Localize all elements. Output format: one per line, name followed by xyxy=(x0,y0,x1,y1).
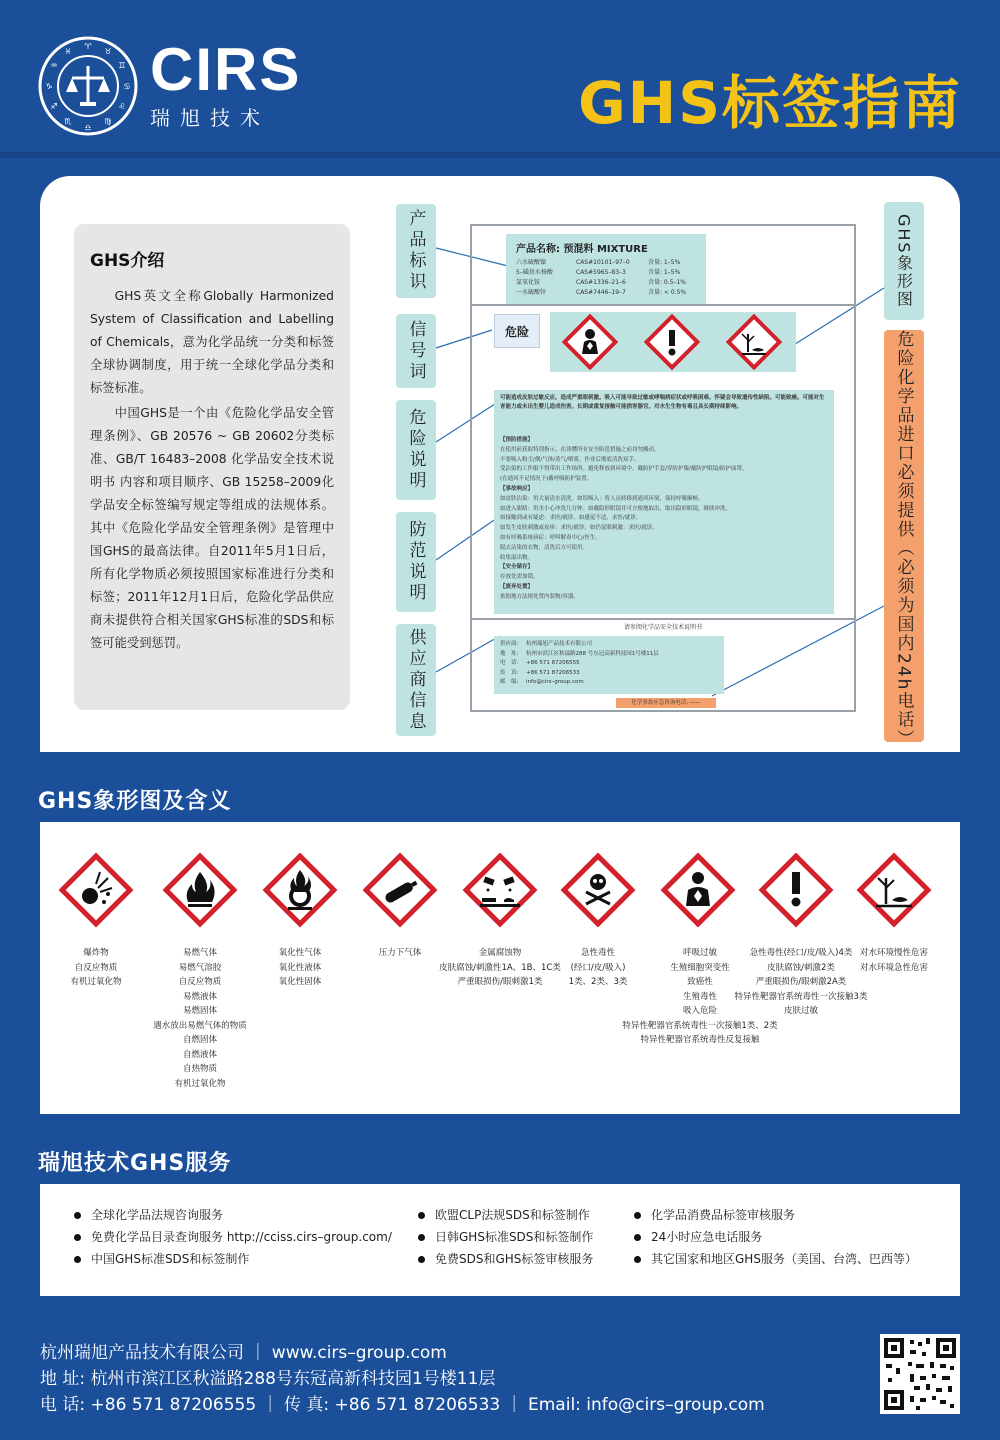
supplier-value: info@cirs–group.com xyxy=(526,679,584,686)
caption-line: 呼吸过敏 xyxy=(682,948,717,958)
header xyxy=(0,0,1000,160)
supplier-key: 供应商: xyxy=(500,641,519,647)
caption-line: 急性毒性(经口/皮/吸入)4类 xyxy=(749,948,853,958)
services-column xyxy=(634,1204,917,1270)
caption-line: 特异性靶器官系统毒性一次接触1类、2类 xyxy=(622,1020,778,1031)
gas-cylinder-icon xyxy=(362,852,438,928)
caption-line: 易燃固体 xyxy=(182,1006,217,1016)
svg-text:♓: ♓ xyxy=(64,47,72,56)
caption-line: 氧化性气体 xyxy=(278,948,322,958)
service-label: 欧盟CLP法规SDS和标签制作 xyxy=(435,1208,590,1222)
svg-text:♋: ♋ xyxy=(123,82,131,91)
hazard-statement-text: 可能造成皮肤过敏反应。造成严重眼刺激。吸入可能导致过敏或哮喘病症状或呼吸困难。怀疑会导致遗传性缺陷。可能致癌。可能对生育能力或未出生婴儿造成伤害。长期或重复接触可能损害器官。对水生生物有毒且具长期持续影响。 xyxy=(494,390,834,442)
supplier-value: +86 571 87206533 xyxy=(526,669,580,676)
page-title: GHS标签指南 xyxy=(578,69,962,137)
precaution-line: 如进入眼睛：用水小心冲洗几分钟。如戴隐形眼镜并可方便地取出，取出隐形眼镜。继续冲洗。 xyxy=(500,505,732,512)
supplier-value: 杭州瑞旭产品技术有限公司 xyxy=(526,641,593,647)
precaution-line: 如有呼吸系统病症：呼叫解毒中心/医生。 xyxy=(500,534,601,541)
precaution-line: 如发生皮肤刺激或皮疹：求医/就诊。如仍觉眼刺激：求医/就诊。 xyxy=(500,525,658,532)
caption-line: 自反应物质 xyxy=(74,962,118,973)
bullet-icon xyxy=(74,1234,81,1241)
company-logo xyxy=(150,36,302,131)
service-label: 全球化学品法规咨询服务 xyxy=(91,1208,224,1222)
signal-word: 危险 xyxy=(494,314,540,348)
supplier-value: +86 571 87206555 xyxy=(526,660,580,667)
pictogram-caption xyxy=(46,946,146,990)
supplier-key: 电 话: xyxy=(500,660,519,667)
services-heading: 瑞旭技术GHS服务 xyxy=(38,1151,232,1176)
caption-line: (经口/皮/吸入) xyxy=(570,962,626,973)
service-label: 免费SDS和GHS标签审核服务 xyxy=(435,1252,594,1266)
service-item xyxy=(74,1248,392,1270)
precaution-line: 如接触到或有疑虑：求医/就诊。如感觉不适，求医/就诊。 xyxy=(500,515,642,522)
exclamation-mark-icon xyxy=(758,852,834,928)
tag-signal-word: 信号词 xyxy=(396,314,436,388)
svg-text:♉: ♉ xyxy=(104,47,112,56)
precautionary-statements xyxy=(494,432,834,614)
caption-line: 压力下气体 xyxy=(378,948,422,958)
supplier-row xyxy=(500,669,718,679)
service-item xyxy=(634,1248,917,1270)
bullet-icon xyxy=(634,1256,641,1263)
tag-hazard-statement: 危险说明 xyxy=(396,400,436,500)
precaution-line: 收集溢出物。 xyxy=(500,554,534,561)
logo-wordmark: CIRS xyxy=(150,36,302,103)
ingredient-name: 5–磺基水杨酸 xyxy=(516,269,553,276)
precaution-line: 受沾染的工作服不得带出工作场所。避免释放到环境中。戴防护手套/穿防护服/戴防护眼镜/防护面罩。 xyxy=(500,466,748,473)
tag-supplier-info: 供应商信息 xyxy=(396,624,436,736)
precaution-line: 在使用前获取特别指示。在读懂所有安全防范措施之前切勿搬动。 xyxy=(500,446,660,453)
caption-line: 皮肤过敏 xyxy=(783,1006,818,1016)
logo-chinese-name: 瑞旭技术 xyxy=(150,106,270,130)
sample-label xyxy=(470,224,856,712)
services-panel xyxy=(40,1184,960,1296)
svg-text:♑: ♑ xyxy=(45,82,53,91)
ingredient-content: 含量: 1–5% xyxy=(648,259,681,266)
pictogram-caption xyxy=(844,946,944,975)
ingredient-row xyxy=(516,288,696,298)
precaution-line: 依据地方法规处置内装物/容器。 xyxy=(500,593,579,600)
caption-line: 对水环境急性危害 xyxy=(859,962,928,973)
exclamation-mark-icon xyxy=(644,314,700,370)
supplier-key: 传 真: xyxy=(500,669,519,676)
label-guide-panel xyxy=(40,176,960,752)
ingredient-cas: CAS#7446–19–7 xyxy=(576,289,626,296)
svg-text:♐: ♐ xyxy=(50,102,58,111)
ingredient-row xyxy=(516,278,696,288)
service-item xyxy=(634,1204,917,1226)
bullet-icon xyxy=(74,1256,81,1263)
precaution-heading: 【安全储存】 xyxy=(500,564,534,571)
precaution-heading: 【事故响应】 xyxy=(500,485,534,492)
tag-emergency-phone: 危险化学品进口必须提供（必须为国内24h电话） xyxy=(884,330,924,742)
label-divider xyxy=(472,304,854,306)
caption-line: 生殖细胞突变性 xyxy=(670,962,730,973)
service-item xyxy=(634,1226,917,1248)
ingredient-content: 含量: 1–5% xyxy=(648,269,681,276)
service-label: 免费化学品目录查询服务 http://cciss.cirs–group.com/ xyxy=(91,1230,392,1244)
svg-text:♎: ♎ xyxy=(84,123,92,132)
label-divider xyxy=(472,618,854,620)
ingredient-cas: CAS#1336–21–6 xyxy=(576,279,626,286)
service-label: 日韩GHS标准SDS和标签制作 xyxy=(435,1230,594,1244)
caption-line: 易燃液体 xyxy=(182,991,217,1002)
flame-icon xyxy=(162,852,238,928)
environment-icon xyxy=(726,314,782,370)
precaution-heading: 【废弃处置】 xyxy=(500,583,534,590)
sds-reference-note: 请参阅化学品安全技术说明书 xyxy=(623,624,702,631)
environment-icon xyxy=(856,852,932,928)
precaution-heading: 【预防措施】 xyxy=(500,437,534,443)
caption-line: 遇水放出易燃气体的物质 xyxy=(153,1020,247,1031)
caption-line: 自燃液体 xyxy=(182,1049,217,1060)
qr-code-icon xyxy=(880,1334,960,1414)
header-divider xyxy=(0,152,1000,158)
bullet-icon xyxy=(418,1234,425,1241)
caption-line: 严重眼损伤/眼刺激1类 xyxy=(457,977,543,987)
caption-line: 1类、2类、3类 xyxy=(568,977,628,987)
ingredient-cas: CAS#5965–83–3 xyxy=(576,269,626,276)
caption-line: 致癌性 xyxy=(687,977,713,987)
bullet-icon xyxy=(634,1234,641,1241)
svg-text:♒: ♒ xyxy=(50,61,58,70)
caption-line: 有机过氧化物 xyxy=(174,1078,226,1089)
caption-line: 特异性靶器官系统毒性反复接触 xyxy=(640,1035,760,1045)
tag-ghs-pictogram: GHS象形图 xyxy=(884,202,924,320)
pictograms-heading: GHS象形图及含义 xyxy=(38,789,232,814)
footer-address-line: 地 址: 杭州市滨江区秋溢路288号东冠高新科技园1号楼11层 xyxy=(40,1369,496,1389)
ingredient-row xyxy=(516,268,696,278)
precaution-line: 脱去沾染的衣物，清洗后方可使用。 xyxy=(500,544,589,551)
precaution-line: 不要吸入粉尘/烟/气体/蒸气/喷雾。作业后彻底清洗双手。 xyxy=(500,456,640,463)
caption-line: 严重眼损伤/眼刺激2A类 xyxy=(755,977,847,987)
svg-text:♏: ♏ xyxy=(64,117,72,126)
supplier-row xyxy=(500,659,718,669)
precaution-line: 如皮肤沾染：用大量清水清洗。如误吸入：将人员转移到通风环境，保持呼吸顺畅。 xyxy=(500,495,704,502)
svg-text:♍: ♍ xyxy=(104,117,112,126)
caption-line: 对水环境慢性危害 xyxy=(859,948,928,958)
footer-phone-line: 电 话: +86 571 87206555 ｜ 传 真: +86 571 87206533 ｜ Email: info@cirs–group.com xyxy=(40,1395,765,1415)
tag-precautionary-statement: 防范说明 xyxy=(396,512,436,612)
bullet-icon xyxy=(74,1212,81,1219)
emergency-phone-line: 化学事故应急咨询电话: —— xyxy=(616,698,716,708)
service-item xyxy=(418,1226,593,1248)
caption-line: 金属腐蚀物 xyxy=(478,948,522,958)
service-item xyxy=(74,1204,392,1226)
supplier-key: 地 址: xyxy=(500,650,519,657)
service-item xyxy=(418,1204,593,1226)
supplier-row xyxy=(500,650,718,660)
label-pictograms xyxy=(550,312,796,372)
pictograms-panel xyxy=(40,822,960,1114)
ingredient-name: 氯氧化铵 xyxy=(516,279,541,286)
health-hazard-icon xyxy=(660,852,736,928)
caption-line: 生殖毒性 xyxy=(682,991,717,1002)
skull-crossbones-icon xyxy=(560,852,636,928)
services-column xyxy=(418,1204,593,1270)
service-label: 24小时应急电话服务 xyxy=(651,1230,763,1244)
ingredient-row xyxy=(516,258,696,268)
caption-line: 自反应物质 xyxy=(178,977,222,987)
precaution-line: (在通风不足情况下)戴呼吸防护装置。 xyxy=(500,476,593,483)
ingredient-name: 六水硫酸镍 xyxy=(516,259,547,266)
exploding-bomb-icon xyxy=(58,852,134,928)
caption-line: 易燃气体 xyxy=(182,948,217,958)
service-label: 化学品消费品标签审核服务 xyxy=(651,1208,796,1222)
zodiac-logo-icon xyxy=(38,36,138,136)
footer-contact xyxy=(40,1340,765,1418)
pictogram-caption xyxy=(250,946,350,990)
ingredient-name: 一水硫酸锌 xyxy=(516,289,547,296)
caption-line: 皮肤腐蚀/刺激2类 xyxy=(767,962,835,973)
ingredient-content: 含量: < 0.5% xyxy=(648,289,687,296)
corrosion-icon xyxy=(462,852,538,928)
supplier-key: 邮 编: xyxy=(500,679,519,686)
ghs-intro-box xyxy=(74,224,350,710)
health-hazard-icon xyxy=(562,314,618,370)
svg-text:♌: ♌ xyxy=(118,102,126,111)
footer-company-line: 杭州瑞旭产品技术有限公司 ｜ www.cirs–group.com xyxy=(40,1343,447,1363)
caption-line: 急性毒性 xyxy=(580,948,615,958)
pictogram-caption xyxy=(140,946,260,1091)
caption-line: 特异性靶器官系统毒性一次接触3类 xyxy=(734,991,868,1002)
svg-text:♈: ♈ xyxy=(84,42,92,51)
product-name: 产品名称: 预混料 MIXTURE xyxy=(516,244,648,255)
precaution-line: 存放处需加锁。 xyxy=(500,574,539,581)
tag-product-identifier: 产品标识 xyxy=(396,204,436,298)
caption-line: 氧化性固体 xyxy=(278,977,322,987)
ingredient-cas: CAS#10101–97–0 xyxy=(576,259,630,266)
service-item xyxy=(418,1248,593,1270)
caption-line: 自热物质 xyxy=(182,1064,217,1074)
bullet-icon xyxy=(418,1212,425,1219)
supplier-info-box xyxy=(494,636,724,694)
flame-over-circle-icon xyxy=(262,852,338,928)
product-identifier-box xyxy=(506,234,706,304)
supplier-row xyxy=(500,678,718,688)
supplier-row xyxy=(500,640,718,650)
caption-line: 爆炸物 xyxy=(83,948,109,958)
caption-line: 易燃气溶胶 xyxy=(178,962,222,973)
service-label: 其它国家和地区GHS服务（美国、台湾、巴西等） xyxy=(651,1252,917,1266)
bullet-icon xyxy=(634,1212,641,1219)
supplier-value: 杭州市滨江区秋溢路288 号东冠高新科技园1号楼11层 xyxy=(526,650,659,657)
intro-title: GHS介绍 xyxy=(90,251,165,271)
caption-line: 皮肤腐蚀/刺激性1A、1B、1C类 xyxy=(439,962,561,973)
svg-text:♊: ♊ xyxy=(118,61,126,70)
intro-paragraph-2: 中国GHS是一个由《危险化学品安全管理条例》、GB 20576 ~ GB 20602分类标准、GB/T 16483–2008 化学品安全技术说明书 内容和项目顺序、GB 15258–2009化学品安全标签编写规定等组成的法规体系。其中《危险化学品安全管理条例》是管理中国GHS的最高法律。自2011年5月1日后，所有化学物质必须按照国家标准进行分类和标签；2011年12月1日后，危险化学品供应商未提供符合相关国家GHS标准的SDS和标签可能受到惩罚。 xyxy=(90,406,334,650)
intro-paragraph-1: GHS英文全称Globally Harmonized System of Classification and Labelling of Chemicals，意为化学品统一分类和标签全球协调制度，用于统一全球化学品分类和标签标准。 xyxy=(90,289,334,395)
caption-line: 氧化性液体 xyxy=(278,962,322,973)
service-label: 中国GHS标准SDS和标签制作 xyxy=(91,1252,250,1266)
caption-line: 自燃固体 xyxy=(182,1035,217,1045)
caption-line: 有机过氧化物 xyxy=(70,977,122,987)
bullet-icon xyxy=(418,1256,425,1263)
caption-line: 吸入危险 xyxy=(682,1006,717,1016)
service-item xyxy=(74,1226,392,1248)
services-column xyxy=(74,1204,392,1270)
ingredient-content: 含量: 0.5–1% xyxy=(648,279,686,286)
